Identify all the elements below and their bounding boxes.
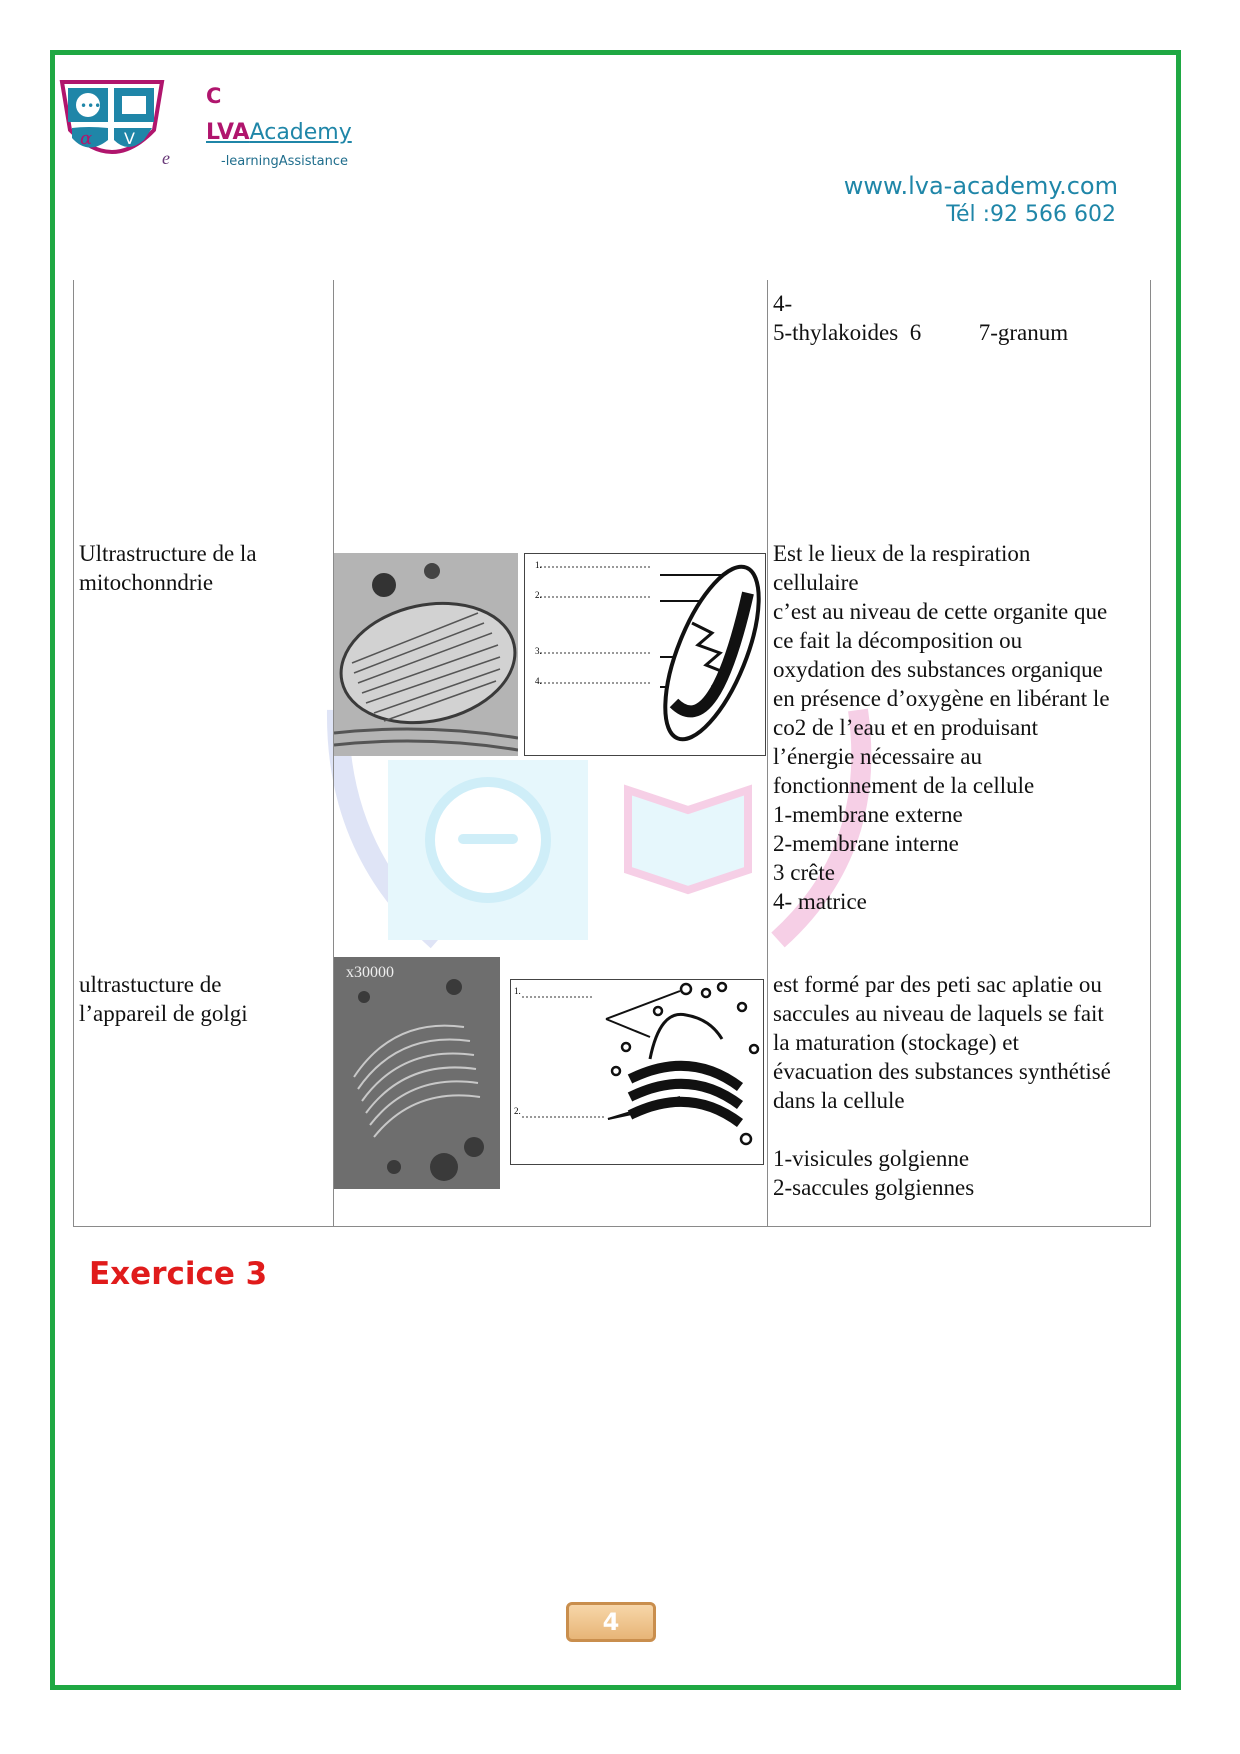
title-line: mitochonndrie	[79, 570, 214, 595]
row-golgi-description	[773, 970, 1148, 1202]
text-line: co2 de l’eau et en produisant	[773, 715, 1039, 740]
text-line: 4- matrice	[773, 889, 867, 914]
text-line: oxydation des substances organique	[773, 657, 1103, 682]
title-line: Ultrastructure de la	[79, 541, 257, 566]
mitochondria-diagram	[524, 553, 766, 756]
diagram-label-2: 2.	[535, 590, 542, 600]
text-line: la maturation (stockage) et	[773, 1030, 1019, 1055]
diagram-label-1: 1.	[535, 560, 542, 570]
row-chloroplast-description	[773, 289, 1143, 347]
golgi-magnification-label: x30000	[346, 964, 394, 981]
text-line: 2-membrane interne	[773, 831, 959, 856]
table-border-bottom	[73, 1226, 1151, 1227]
text-line: 1-membrane externe	[773, 802, 963, 827]
text-line: 4-	[773, 291, 793, 316]
row-golgi-title	[79, 970, 329, 1028]
exercise-heading: Exercice 3	[89, 1256, 268, 1292]
academy-logo	[58, 78, 166, 168]
text-line: dans la cellule	[773, 1088, 905, 1113]
diagram-label-3: 3.	[535, 646, 542, 656]
text-line: est formé par des peti sac aplatie ou	[773, 972, 1102, 997]
brand-c: C	[206, 84, 222, 108]
row-mitochondria-title	[79, 539, 329, 597]
table-border-left	[73, 280, 74, 1227]
row-mitochondria-description	[773, 539, 1148, 916]
svg-text:•••: •••	[80, 99, 102, 113]
title-line: ultrastucture de	[79, 972, 222, 997]
text-line: c’est au niveau de cette organite que	[773, 599, 1108, 624]
text-line: évacuation des substances synthétisé	[773, 1059, 1111, 1084]
brand-academy: Academy	[249, 120, 352, 145]
phone-number: Tél :92 566 602	[946, 202, 1116, 227]
text-line: 1-visicules golgienne	[773, 1146, 970, 1171]
text-line: 3 crête	[773, 860, 835, 885]
golgi-diagram-label-1: 1.	[514, 986, 521, 996]
mitochondria-micrograph	[334, 553, 518, 756]
text-line: 2-saccules golgiennes	[773, 1175, 975, 1200]
text-line: Est le lieux de la respiration	[773, 541, 1031, 566]
golgi-diagram-label-2: 2.	[514, 1106, 521, 1116]
brand-name[interactable]	[206, 120, 352, 145]
page-number: 4	[566, 1602, 656, 1642]
golgi-micrograph	[334, 957, 500, 1189]
text-line: fonctionnement de la cellule	[773, 773, 1035, 798]
text-line: ce fait la décomposition ou	[773, 628, 1023, 653]
svg-text:V: V	[124, 129, 135, 148]
text-line: saccules au niveau de laquels se fait	[773, 1001, 1104, 1026]
diagram-label-4: 4.	[535, 676, 542, 686]
text-line: en présence d’oxygène en libérant le	[773, 686, 1110, 711]
text-line	[773, 1115, 1148, 1144]
table-border-right	[1150, 280, 1151, 1227]
brand-lva: LVA	[206, 120, 250, 145]
text-line: l’énergie nécessaire au	[773, 744, 983, 769]
title-line: l’appareil de golgi	[79, 1001, 248, 1026]
brand-tagline: -learningAssistance	[221, 154, 348, 169]
golgi-diagram	[510, 979, 764, 1165]
svg-text:α: α	[80, 128, 93, 149]
text-line: 5-thylakoides 6 7-granum	[773, 320, 1069, 345]
table-divider-2	[767, 280, 768, 1227]
text-line: cellulaire	[773, 570, 859, 595]
website-link[interactable]: www.lva-academy.com	[843, 172, 1118, 200]
logo-e-letter: e	[162, 148, 170, 168]
